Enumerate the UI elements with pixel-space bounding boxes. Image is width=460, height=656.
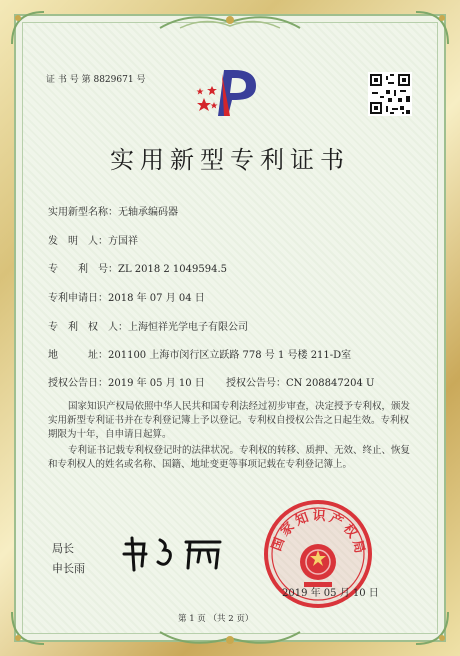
page-indicator: 第 1 页 （共 2 页）: [178, 614, 254, 624]
field-label: 专利申请日：: [48, 293, 108, 304]
field-label: 发 明 人：: [48, 236, 108, 247]
field-patent-number: [48, 260, 227, 275]
certificate-number-suffix: 号: [136, 75, 146, 85]
grant-date-label: 授权公告日：: [48, 378, 108, 389]
grant-announcement-number: [226, 374, 374, 389]
qr-code-icon[interactable]: [368, 72, 412, 116]
director-title: 局长: [52, 542, 74, 555]
field-value: 方国祥: [108, 236, 138, 247]
field-utility-model-name: [48, 203, 178, 218]
field-address: [48, 346, 351, 361]
field-label: 实用新型名称：: [48, 207, 118, 218]
seal-text: 国家知识产权局: [269, 508, 368, 558]
certificate-number-label: 证 书 号 第: [46, 75, 91, 85]
grant-no-label: 授权公告号：: [226, 378, 286, 389]
field-value: 无轴承编码器: [118, 207, 178, 218]
corner-ornament-icon: [412, 8, 452, 48]
certificate-number: [46, 72, 145, 85]
field-application-date: [48, 289, 205, 304]
seal-date: 2019 年 05 月 10 日: [282, 588, 379, 599]
top-ornament-icon: [150, 8, 310, 34]
field-value: 2018 年 07 月 04 日: [108, 293, 205, 304]
legal-status-paragraph: 专利证书记载专利权登记时的法律状况。专利权的转移、质押、无效、终止、恢复和专利权人的姓名或名称、国籍、地址变更等事项记载在专利登记簿上。: [48, 445, 411, 470]
grant-date-value: 2019 年 05 月 10 日: [108, 378, 205, 389]
signature-icon: [120, 532, 230, 572]
certificate-number-value: 8829671: [93, 75, 134, 85]
field-label: 地 址：: [48, 350, 108, 361]
field-label: 专 利 号：: [48, 264, 118, 275]
field-label: 专 利 权 人：: [48, 322, 128, 333]
cnipa-logo-icon: [194, 64, 266, 120]
director-name: 申长雨: [52, 562, 85, 575]
grant-statement-paragraph: 国家知识产权局依照中华人民共和国专利法经过初步审查，决定授予专利权，颁发实用新型专利证书并在专利登记簿上予以登记。专利权自授权公告之日起生效。专利权期限为十年，自申请日起算。: [48, 401, 411, 440]
field-inventor: [48, 232, 138, 247]
grant-no-value: CN 208847204 U: [286, 378, 375, 389]
field-value: 201100 上海市闵行区立跃路 778 号 1 号楼 211-D室: [108, 350, 352, 361]
field-value: ZL 2018 2 1049594.5: [118, 264, 228, 275]
certificate-title: 实用新型专利证书: [110, 146, 350, 174]
corner-ornament-icon: [8, 8, 48, 48]
field-patentee: [48, 318, 248, 333]
grant-announcement-date: [48, 374, 205, 389]
field-value: 上海恒祥光学电子有限公司: [128, 322, 248, 333]
corner-ornament-icon: [412, 608, 452, 648]
corner-ornament-icon: [8, 608, 48, 648]
bottom-ornament-icon: [150, 626, 310, 652]
